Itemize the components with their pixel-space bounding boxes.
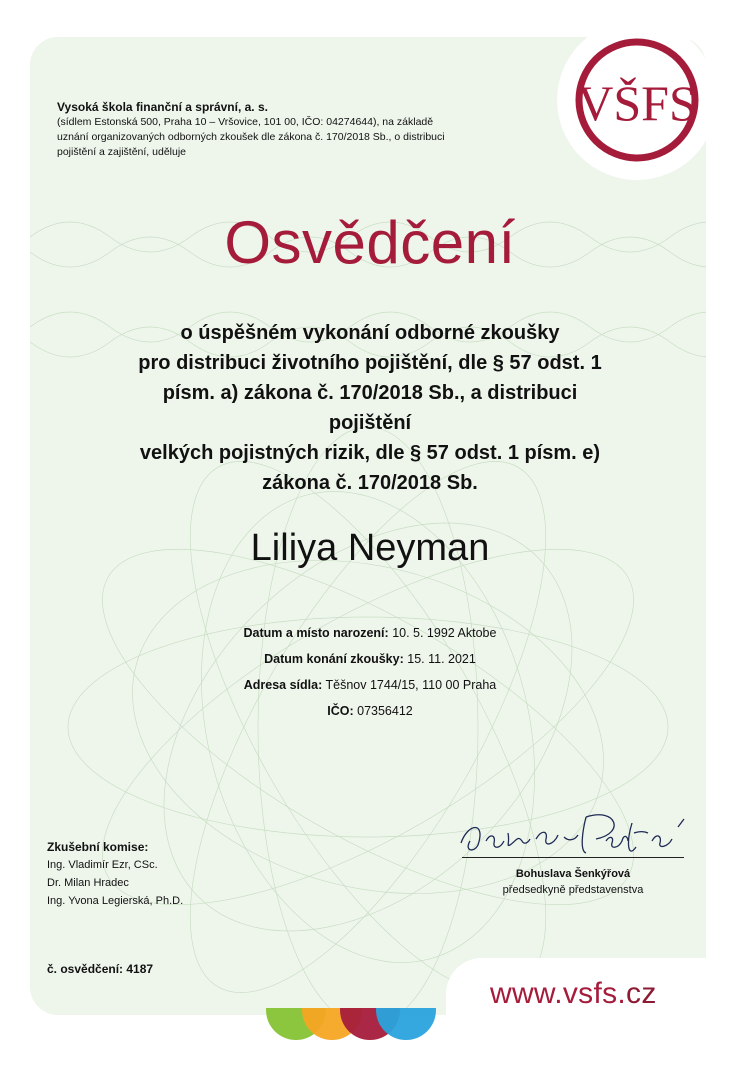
svg-text:VŠFS: VŠFS	[577, 75, 697, 131]
subtitle-line: o úspěšném vykonání odborné zkoušky	[180, 322, 560, 344]
committee-member: Ing. Vladimír Ezr, CSc.	[47, 859, 158, 871]
vsfs-logo-icon	[557, 20, 717, 180]
issuer-details-line: uznání organizovaných odborných zkoušek dle zákona č. 170/2018 Sb., o distribuci	[57, 131, 445, 143]
detail-value: 15. 11. 2021	[407, 652, 476, 666]
exam-committee	[47, 838, 183, 910]
issuer-block	[57, 100, 547, 160]
website-panel	[446, 958, 740, 1075]
detail-value: Těšnov 1744/15, 110 00 Praha	[325, 678, 497, 692]
detail-label: Datum konání zkoušky:	[264, 652, 404, 666]
signatory-name: Bohuslava Šenkýřová	[515, 868, 631, 880]
subtitle-line: zákona č. 170/2018 Sb.	[262, 472, 478, 494]
subtitle-line: písm. a) zákona č. 170/2018 Sb., a distribuci pojištění	[162, 382, 578, 434]
signatory-block	[462, 866, 684, 898]
website-main: www.vsfs.	[490, 977, 627, 1010]
committee-member: Dr. Milan Hradec	[47, 877, 129, 889]
detail-value: 07356412	[357, 704, 413, 718]
decorative-bubbles-icon	[266, 1008, 451, 1048]
holder-details	[0, 620, 740, 724]
detail-row-ico	[0, 698, 740, 724]
certificate-number	[47, 962, 153, 976]
website-url[interactable]	[490, 977, 657, 1011]
issuer-name: Vysoká škola finanční a správní, a. s.	[57, 100, 268, 114]
detail-label: Datum a místo narození:	[243, 626, 389, 640]
detail-row-birth	[0, 620, 740, 646]
certificate-number-value: 4187	[126, 962, 154, 976]
logo-badge	[557, 20, 717, 180]
holder-name: Liliya Neyman	[250, 527, 490, 569]
detail-row-exam-date	[0, 646, 740, 672]
signatory-role: předsedkyně představenstva	[502, 884, 644, 896]
detail-value: 10. 5. 1992 Aktobe	[392, 626, 497, 640]
certificate-title: Osvědčení	[224, 209, 516, 276]
certificate-subtitle	[130, 318, 610, 498]
committee-member: Ing. Yvona Legierská, Ph.D.	[47, 895, 184, 907]
subtitle-line: pro distribuci životního pojištění, dle § 57 odst. 1	[138, 352, 602, 374]
detail-label: IČO:	[327, 704, 354, 718]
committee-heading: Zkušební komise:	[47, 840, 149, 854]
detail-label: Adresa sídla:	[243, 678, 323, 692]
signature-line	[462, 857, 684, 858]
issuer-details-line: (sídlem Estonská 500, Praha 10 – Vršovice, 101 00, IČO: 04274644), na základě	[57, 116, 434, 128]
subtitle-line: velkých pojistných rizik, dle § 57 odst. 1 písm. e)	[139, 442, 601, 464]
issuer-details-line: pojištění a zajištění, uděluje	[57, 146, 186, 158]
detail-row-address	[0, 672, 740, 698]
certificate-number-label: č. osvědčení:	[47, 962, 124, 976]
handwritten-signature	[456, 803, 706, 865]
website-tld: cz	[626, 977, 657, 1010]
